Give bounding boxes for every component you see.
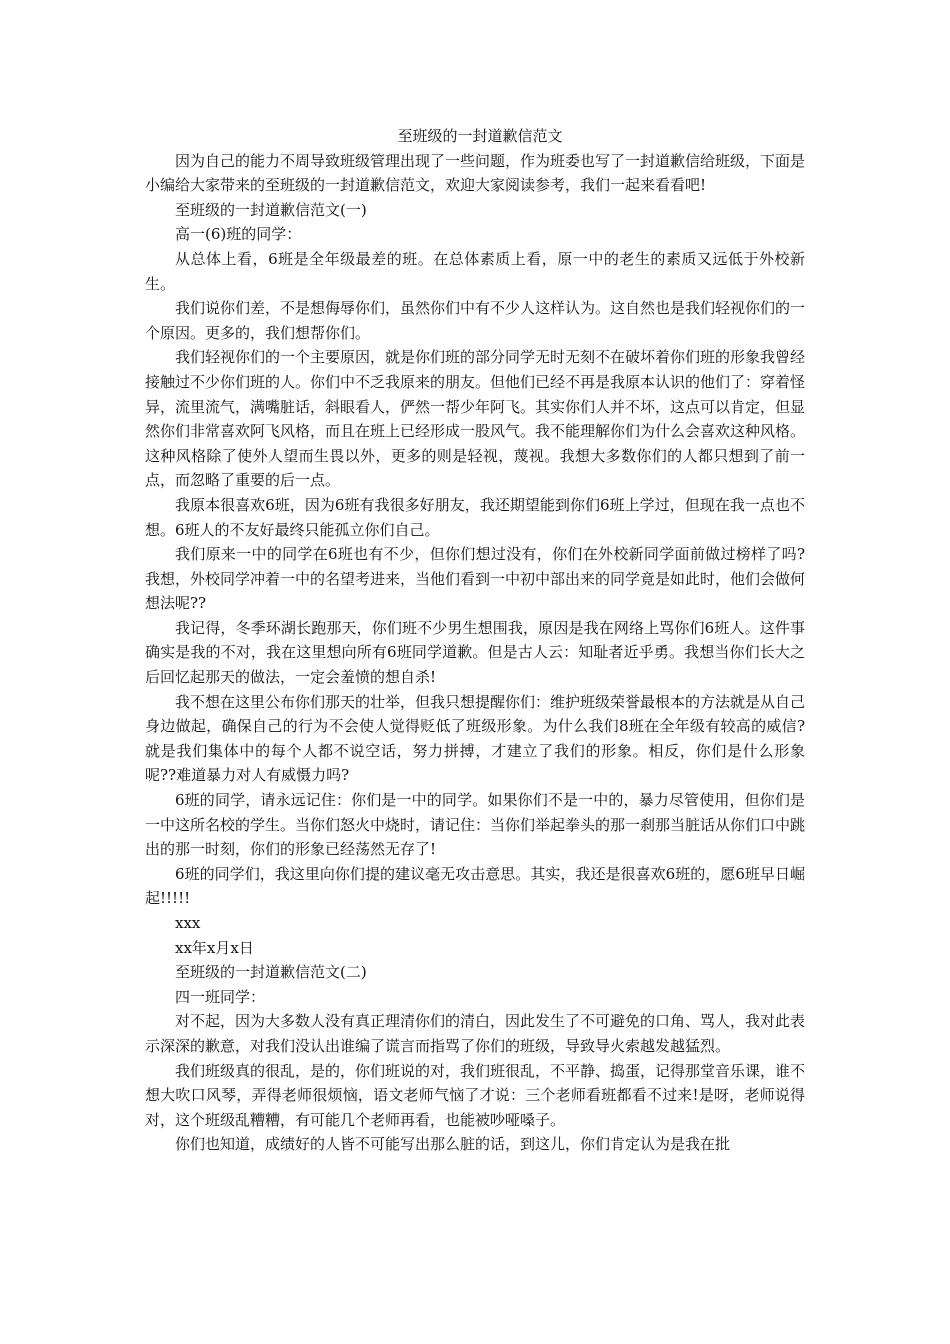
paragraph: 我们说你们差，不是想侮辱你们，虽然你们中有不少人这样认为。这自然也是我们轻视你们的一个原因。更多的，我们想帮你们。 [145,299,806,342]
paragraph: 6班的同学们，我这里向你们提的建议毫无攻击意思。其实，我还是很喜欢6班的，愿6班早日崛起!!!!! [145,864,805,908]
document-body [145,124,805,1157]
paragraph: 你们也知道，成绩好的人皆不可能写出那么脏的话，到这儿，你们肯定认为是我在批 [175,1135,731,1154]
paragraph: 从总体上看，6班是全年级最差的班。在总体素质上看，原一中的老生的素质又远低于外校新生。 [145,249,805,293]
paragraph: xxx [175,914,201,932]
paragraph: 对不起，因为大多数人没有真正理清你们的清白，因此发生了不可避免的口角、骂人，我对此表示深深的歉意，对我们没认出谁编了谎言而指骂了你们的班级，导致导火索越发越猛烈。 [145,1012,806,1055]
paragraph-list [145,149,805,1157]
paragraph: 6班的同学，请永远记住：你们是一中的同学。如果你们不是一中的，暴力尽管使用，但你们是一中这所名校的学生。当你们怒火中烧时，请记住：当你们举起拳头的那一刹那当脏话从你们口中跳出的那一时刻，你们的形象已经荡然无存了! [145,791,806,859]
paragraph: xx年x月x日 [175,938,254,957]
paragraph: 我们轻视你们的一个主要原因，就是你们班的部分同学无时无刻不在破坏着你们班的形象我曾经接触过不少你们班的人。你们中不乏我原来的朋友。但他们已经不再是我原本认识的他们了：穿着怪异，流里流气，满嘴脏话，斜眼看人，俨然一帮少年阿飞。其实你们人并不坏，这点可以肯定，但显然你们非常喜欢阿飞风格，而且在班上已经形成一股风气。我不能理解你们为什么会喜欢这种风格。这种风格除了使外人望而生畏以外，更多的则是轻视，蔑视。我想大多数你们的人都只想到了前一点，而忽略了重要的后一点。 [145,348,806,490]
paragraph: 我不想在这里公布你们那天的壮举，但我只想提醒你们：维护班级荣誉最根本的方法就是从自己身边做起，确保自己的行为不会使人觉得贬低了班级形象。为什么我们8班在全年级有较高的威信?就是我们集体中的每个人都不说空话，努力拼搏，才建立了我们的形象。相反，你们是什么形象呢??难道暴力对人有威慑力吗? [145,692,806,785]
paragraph: 高一(6)班的同学： [175,225,302,244]
paragraph: 我记得，冬季环湖长跑那天，你们班不少男生想围我，原因是我在网络上骂你们6班人。这件事确实是我的不对，我在这里想向所有6班同学道歉。但是古人云：知耻者近乎勇。我想当你们长大之后回忆起那天的做法，一定会羞愤的想自杀! [145,618,805,687]
paragraph: 因为自己的能力不周导致班级管理出现了一些问题，作为班委也写了一封道歉信给班级，下面是小编给大家带来的至班级的一封道歉信范文，欢迎大家阅读参考，我们一起来看看吧! [145,151,806,195]
paragraph: 至班级的一封道歉信范文(二) [175,963,367,982]
paragraph: 四一班同学： [175,987,266,1006]
document-title: 至班级的一封道歉信范文 [397,127,563,145]
paragraph: 至班级的一封道歉信范文(一) [175,200,367,219]
paragraph: 我原本很喜欢6班，因为6班有我很多好朋友，我还期望能到你们6班上学过，但现在我一点也不想。6班人的不友好最终只能孤立你们自己。 [145,495,805,539]
paragraph: 我们班级真的很乱，是的，你们班说的对，我们班很乱，不平静、捣蛋，记得那堂音乐课，谁不想大吹口风琴，弄得老师很烦恼，语文老师气恼了才说：三个老师看班都看不过来!是呀，老师说得对，这个班级乱糟糟，有可能几个老师再看，也能被吵哑嗓子。 [145,1061,806,1129]
paragraph: 我们原来一中的同学在6班也有不少，但你们想过没有，你们在外校新同学面前做过榜样了吗?我想，外校同学冲着一中的名望考进来，当他们看到一中初中部出来的同学竟是如此时，他们会做何想法呢?? [145,545,806,613]
